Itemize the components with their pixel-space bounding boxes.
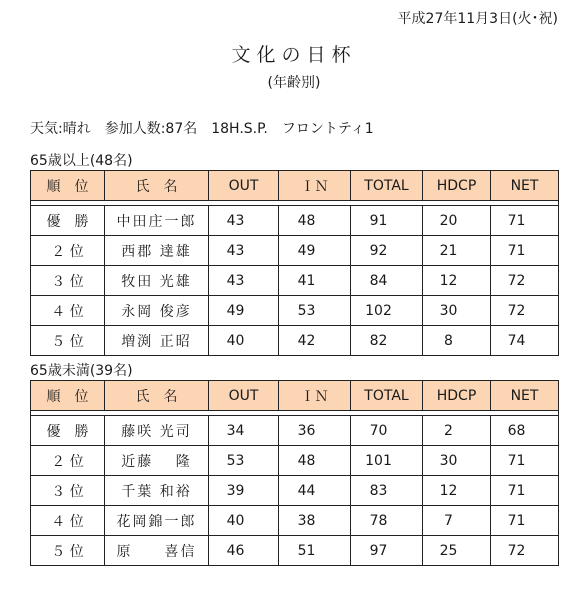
out-cell: 53	[209, 446, 279, 476]
hdcp-cell: 7	[423, 506, 491, 536]
name-cell: 永岡 俊彦	[105, 296, 209, 326]
total-cell: 97	[351, 536, 423, 566]
in-cell: 41	[279, 266, 351, 296]
table-row	[31, 536, 559, 566]
net-cell: 74	[491, 326, 559, 356]
name-cell: 藤咲 光司	[105, 416, 209, 446]
header-name: 氏 名	[105, 381, 209, 411]
table-row	[31, 296, 559, 326]
out-cell: 34	[209, 416, 279, 446]
table-row	[31, 236, 559, 266]
out-cell: 43	[209, 206, 279, 236]
rank-cell: ３ 位	[31, 266, 105, 296]
table-row	[31, 446, 559, 476]
hdcp-cell: 12	[423, 476, 491, 506]
in-cell: 51	[279, 536, 351, 566]
in-cell: 42	[279, 326, 351, 356]
in-cell: 53	[279, 296, 351, 326]
hdcp-cell: 30	[423, 296, 491, 326]
rank-cell: ５ 位	[31, 536, 105, 566]
hdcp-cell: 12	[423, 266, 491, 296]
table-row	[31, 326, 559, 356]
page-subtitle: (年齢別)	[267, 75, 321, 91]
page-title: 文化の日杯	[231, 44, 357, 66]
results-table-under65	[30, 380, 559, 566]
header-in: ＩＮ	[279, 171, 351, 201]
out-cell: 40	[209, 326, 279, 356]
section-label-over65: 65歳以上(48名)	[30, 153, 133, 169]
in-cell: 36	[279, 416, 351, 446]
in-cell: 48	[279, 446, 351, 476]
header-out: OUT	[209, 381, 279, 411]
total-cell: 91	[351, 206, 423, 236]
header-out: OUT	[209, 171, 279, 201]
hdcp-cell: 21	[423, 236, 491, 266]
header-rank: 順 位	[31, 171, 105, 201]
in-cell: 44	[279, 476, 351, 506]
rank-cell: 優 勝	[31, 206, 105, 236]
total-cell: 82	[351, 326, 423, 356]
out-cell: 43	[209, 236, 279, 266]
out-cell: 40	[209, 506, 279, 536]
event-date: 平成27年11月3日(火･祝)	[397, 11, 558, 27]
hdcp-cell: 8	[423, 326, 491, 356]
name-cell: 西郡 達雄	[105, 236, 209, 266]
rank-cell: ４ 位	[31, 296, 105, 326]
name-cell: 増渕 正昭	[105, 326, 209, 356]
out-cell: 39	[209, 476, 279, 506]
hdcp-cell: 2	[423, 416, 491, 446]
in-cell: 48	[279, 206, 351, 236]
header-net: NET	[491, 381, 559, 411]
total-cell: 83	[351, 476, 423, 506]
net-cell: 72	[491, 536, 559, 566]
total-cell: 102	[351, 296, 423, 326]
total-cell: 78	[351, 506, 423, 536]
header-hdcp: HDCP	[423, 381, 491, 411]
net-cell: 71	[491, 446, 559, 476]
name-cell: 中田庄一郎	[105, 206, 209, 236]
out-cell: 46	[209, 536, 279, 566]
header-name: 氏 名	[105, 171, 209, 201]
rank-cell: ４ 位	[31, 506, 105, 536]
rank-cell: ５ 位	[31, 326, 105, 356]
section-label-under65: 65歳未満(39名)	[30, 363, 133, 379]
in-cell: 49	[279, 236, 351, 266]
table-row	[31, 416, 559, 446]
header-in: ＩＮ	[279, 381, 351, 411]
net-cell: 71	[491, 506, 559, 536]
net-cell: 71	[491, 236, 559, 266]
hdcp-cell: 30	[423, 446, 491, 476]
table-row	[31, 476, 559, 506]
name-cell: 近藤 隆	[105, 446, 209, 476]
out-cell: 49	[209, 296, 279, 326]
event-info: 天気:晴れ 参加人数:87名 18H.S.P. フロントティ1	[30, 121, 374, 137]
out-cell: 43	[209, 266, 279, 296]
table-header-row	[31, 171, 559, 201]
net-cell: 72	[491, 296, 559, 326]
hdcp-cell: 25	[423, 536, 491, 566]
name-cell: 牧田 光雄	[105, 266, 209, 296]
rank-cell: 優 勝	[31, 416, 105, 446]
table-row	[31, 266, 559, 296]
total-cell: 70	[351, 416, 423, 446]
header-total: TOTAL	[351, 381, 423, 411]
header-rank: 順 位	[31, 381, 105, 411]
name-cell: 原 喜信	[105, 536, 209, 566]
hdcp-cell: 20	[423, 206, 491, 236]
in-cell: 38	[279, 506, 351, 536]
net-cell: 71	[491, 206, 559, 236]
rank-cell: ３ 位	[31, 476, 105, 506]
total-cell: 84	[351, 266, 423, 296]
name-cell: 千葉 和裕	[105, 476, 209, 506]
table-header-row	[31, 381, 559, 411]
results-table-over65	[30, 170, 559, 356]
net-cell: 71	[491, 476, 559, 506]
header-hdcp: HDCP	[423, 171, 491, 201]
rank-cell: ２ 位	[31, 446, 105, 476]
header-total: TOTAL	[351, 171, 423, 201]
name-cell: 花岡錦一郎	[105, 506, 209, 536]
table-row	[31, 206, 559, 236]
total-cell: 92	[351, 236, 423, 266]
net-cell: 68	[491, 416, 559, 446]
rank-cell: ２ 位	[31, 236, 105, 266]
header-net: NET	[491, 171, 559, 201]
table-row	[31, 506, 559, 536]
net-cell: 72	[491, 266, 559, 296]
total-cell: 101	[351, 446, 423, 476]
